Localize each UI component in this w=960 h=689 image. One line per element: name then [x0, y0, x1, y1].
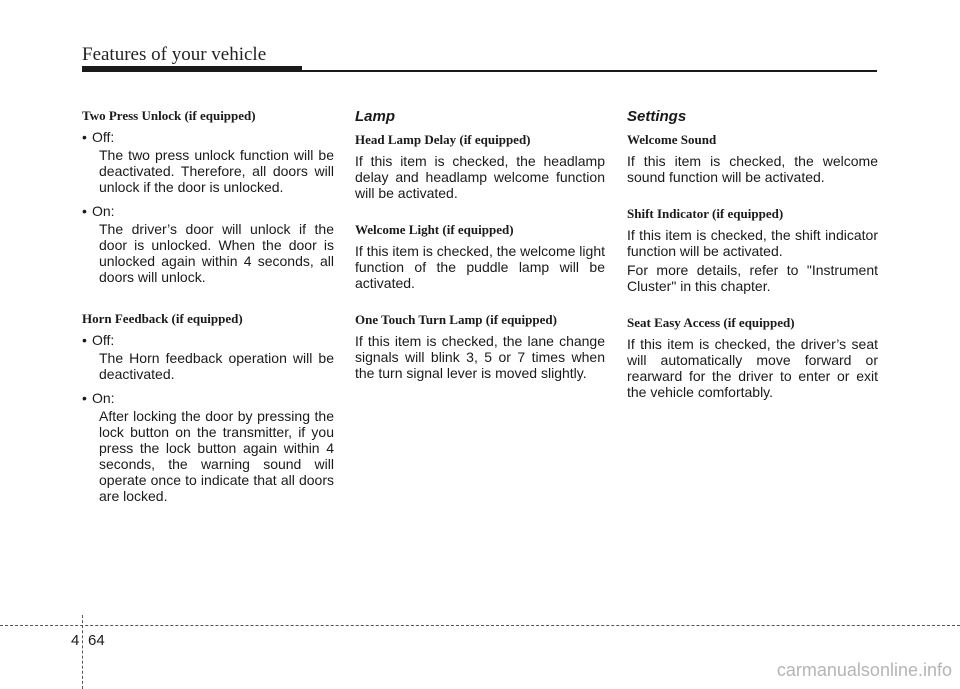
head-lamp-delay-heading: Head Lamp Delay (if equipped)	[355, 132, 531, 147]
welcome-light-heading: Welcome Light (if equipped)	[355, 222, 514, 237]
welcome-sound-text: If this item is checked, the welcome sound function will be activated.	[627, 153, 878, 185]
two-press-off-label: Off:	[92, 129, 115, 145]
seat-easy-access-text: If this item is checked, the driver’s seat will automatically move forward or rearward for the driver to enter or exit the vehicle comfortably.	[627, 336, 878, 400]
two-press-on-desc: The driver’s door will unlock if the door is unlocked. When the door is unlocked again within 4 seconds, all doors will unlock.	[99, 221, 334, 285]
horn-off-item	[82, 332, 334, 348]
page-number: 64	[88, 632, 105, 649]
bullet-icon: •	[82, 390, 87, 406]
welcome-sound-heading: Welcome Sound	[627, 132, 717, 147]
shift-indicator-text: If this item is checked, the shift indicator function will be activated.	[627, 227, 878, 259]
two-press-on-label: On:	[92, 203, 115, 219]
horn-off-desc: The Horn feedback operation will be deactivated.	[99, 350, 334, 382]
bullet-icon: •	[82, 203, 87, 219]
horn-on-label: On:	[92, 390, 115, 406]
one-touch-turn-lamp-heading: One Touch Turn Lamp (if equipped)	[355, 312, 557, 327]
bullet-icon: •	[82, 332, 87, 348]
bullet-icon: •	[82, 129, 87, 145]
page-header-title: Features of your vehicle	[82, 44, 267, 65]
two-press-off-item	[82, 129, 334, 145]
horn-on-desc: After locking the door by pressing the lock button on the transmitter, if you press the lock button again within 4 seconds, the warning sound will operate once to indicate that all doors are locked.	[99, 408, 334, 504]
header-rule-thick	[82, 66, 302, 72]
lamp-category-heading: Lamp	[355, 108, 396, 125]
column-1	[82, 108, 334, 512]
shift-indicator-heading: Shift Indicator (if equipped)	[627, 206, 784, 221]
footer-dashed-rule	[0, 625, 960, 626]
settings-category-heading: Settings	[627, 108, 687, 125]
two-press-unlock-heading: Two Press Unlock (if equipped)	[82, 108, 256, 123]
watermark-text: carmanualsonline.info	[776, 660, 952, 680]
column-2	[355, 108, 605, 384]
two-press-on-item	[82, 203, 334, 219]
header-rule-thin	[302, 70, 877, 72]
seat-easy-access-heading: Seat Easy Access (if equipped)	[627, 315, 795, 330]
horn-feedback-heading: Horn Feedback (if equipped)	[82, 311, 243, 326]
footer-dashed-divider	[82, 615, 83, 689]
column-3	[627, 108, 878, 403]
one-touch-turn-lamp-text: If this item is checked, the lane change signals will blink 3, 5 or 7 times when the turn signal lever is moved slightly.	[355, 333, 605, 381]
horn-off-label: Off:	[92, 332, 115, 348]
two-press-off-desc: The two press unlock function will be deactivated. Therefore, all doors will unlock if the door is unlocked.	[99, 147, 334, 195]
chapter-number: 4	[71, 632, 80, 649]
shift-indicator-text-2: For more details, refer to "Instrument Cluster" in this chapter.	[627, 262, 878, 294]
horn-on-item	[82, 390, 334, 406]
head-lamp-delay-text: If this item is checked, the headlamp delay and headlamp welcome function will be activated.	[355, 153, 605, 201]
welcome-light-text: If this item is checked, the welcome light function of the puddle lamp will be activated.	[355, 243, 605, 291]
